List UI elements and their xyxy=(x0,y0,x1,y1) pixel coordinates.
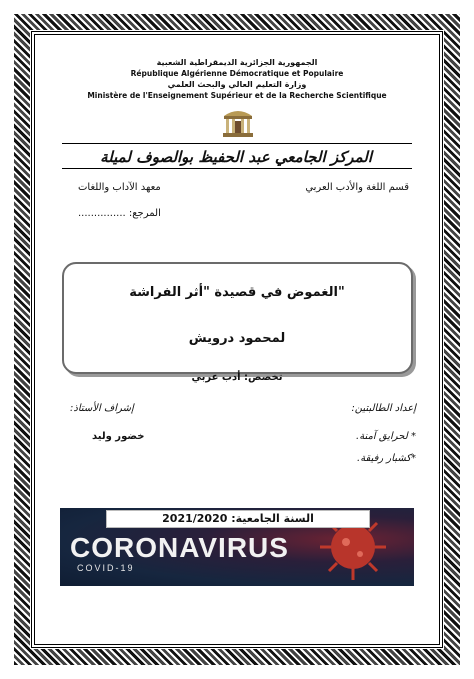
institute: معهد الآداب واللغات xyxy=(78,182,161,193)
student-1: * لحرايق آمنة. xyxy=(356,431,416,442)
banner-title: CORONAVIRUS xyxy=(70,532,289,563)
ministry-french: Ministère de l'Enseignement Supérieur et de la Recherche Scientifique xyxy=(87,91,387,100)
center-name: المركز الجامعي عبد الحفيظ بوالصوف لميلة xyxy=(100,148,372,166)
republic-french: République Algérienne Démocratique et Populaire xyxy=(130,69,344,78)
divider-bottom xyxy=(62,168,412,169)
supervisor-name: خضور وليد xyxy=(92,431,145,442)
academic-year: السنة الجامعية: 2021/2020 xyxy=(106,510,370,528)
thesis-title: الغموض في قصيدة "أثر الفراشة" xyxy=(129,285,345,300)
supervisor-label: إشراف الأستاذ: xyxy=(70,403,134,414)
banner-subtitle: COVID-19 xyxy=(77,563,135,573)
department: قسم اللغة والأدب العربي xyxy=(305,182,409,193)
ministry-arabic: وزارة التعليم العالي والبحث العلمي xyxy=(167,80,307,89)
prepared-by-label: إعداد الطالبتين: xyxy=(351,403,416,414)
republic-arabic: الجمهورية الجزائرية الديمقراطية الشعبية xyxy=(156,58,318,67)
student-2: *كشبار رفيقة. xyxy=(357,453,416,464)
title-box xyxy=(62,262,413,374)
specialty: تخصص: أدب عربي xyxy=(191,372,283,383)
university-logo-icon xyxy=(220,104,256,140)
thesis-author-poet: لمحمود درويش xyxy=(188,331,286,346)
divider-top xyxy=(62,143,412,144)
reference-field: المرجع: ............... xyxy=(78,208,161,219)
